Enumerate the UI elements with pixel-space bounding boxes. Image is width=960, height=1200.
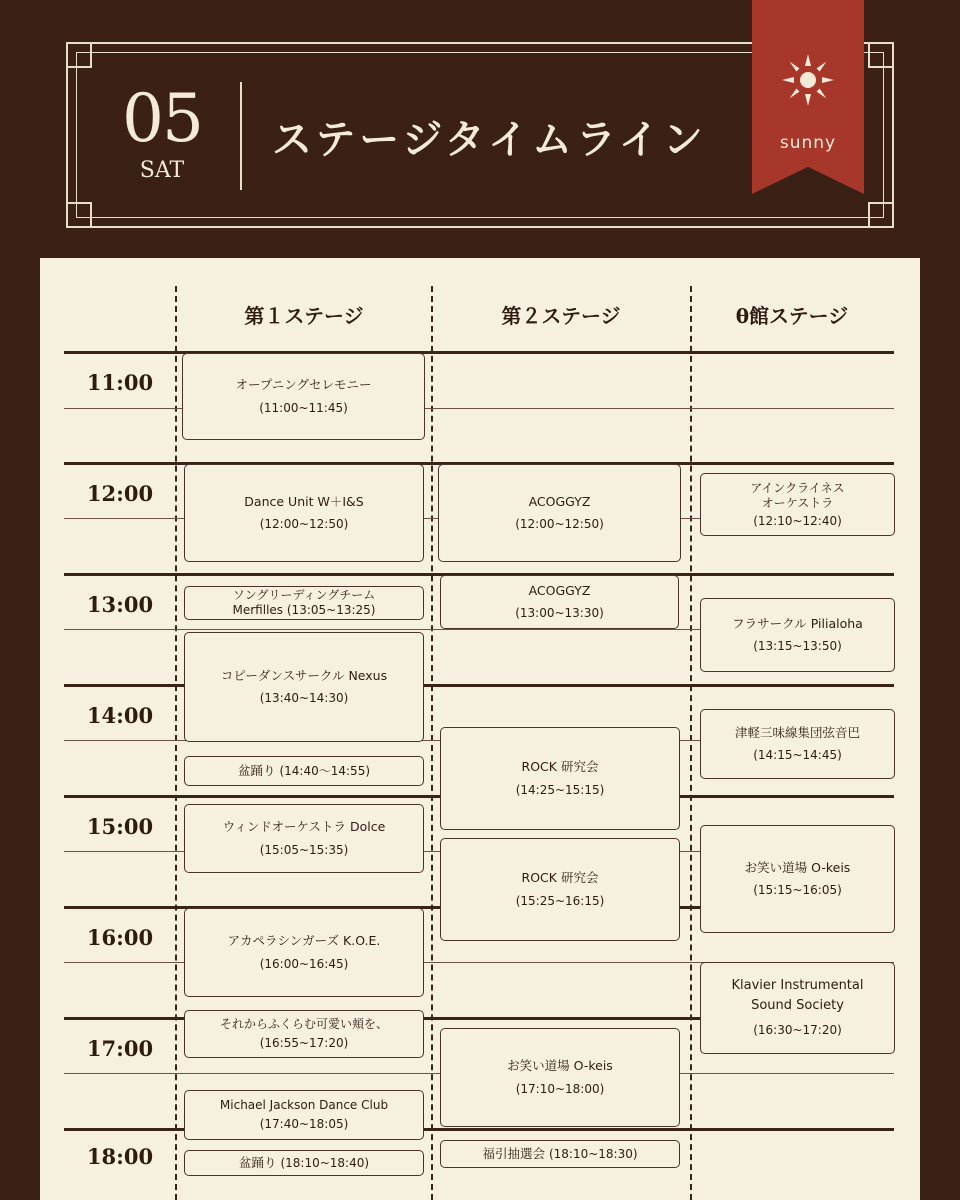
- event-time: (13:15~13:50): [753, 639, 842, 654]
- event-time: (13:00~13:30): [515, 606, 604, 621]
- event-title: アカペラシンガーズ K.O.E.: [227, 933, 381, 949]
- frame-corner: [868, 202, 894, 228]
- event-title: ACOGGYZ: [528, 493, 591, 509]
- event-title: アインクライネス: [750, 480, 845, 495]
- event-time: (16:55~17:20): [259, 1036, 349, 1050]
- event-card[interactable]: [700, 709, 895, 779]
- day-of-week: SAT: [139, 158, 185, 183]
- event-card[interactable]: [440, 838, 680, 941]
- event-card[interactable]: [700, 473, 895, 536]
- event-card[interactable]: [184, 586, 424, 620]
- header-divider: [240, 82, 242, 190]
- event-card[interactable]: [440, 575, 679, 629]
- event-title: ソングリーディングチーム: [232, 588, 376, 602]
- event-time: (17:40~18:05): [259, 1117, 349, 1131]
- column-divider: [431, 286, 433, 1200]
- event-time: (12:00~12:50): [515, 517, 604, 532]
- sun-icon: [780, 52, 836, 108]
- event-time: (17:10~18:00): [515, 1081, 605, 1096]
- event-card[interactable]: [184, 756, 424, 786]
- event-card[interactable]: [700, 825, 895, 933]
- event-title: それからふくらむ可愛い頬を、: [219, 1017, 388, 1031]
- event-title: お笑い道場 O-keis: [507, 1058, 613, 1074]
- column-divider: [690, 286, 692, 1200]
- event-time: (16:00~16:45): [259, 956, 349, 971]
- event-title: 盆踊り: [238, 1154, 277, 1170]
- event-title: 福引抽選会: [482, 1145, 545, 1161]
- event-time: (13:05~13:25): [286, 603, 376, 617]
- event-time: (15:25~16:15): [515, 893, 605, 908]
- event-time: (14:25~15:15): [515, 782, 605, 797]
- event-card[interactable]: [184, 1090, 424, 1140]
- event-card[interactable]: [184, 464, 424, 562]
- event-card[interactable]: [184, 1010, 424, 1058]
- event-title: 津軽三味線集団弦音巴: [734, 724, 860, 740]
- event-time: (12:10~12:40): [753, 513, 842, 528]
- event-title: ACOGGYZ: [528, 582, 591, 598]
- weather-label: sunny: [779, 133, 837, 153]
- frame-corner: [66, 42, 92, 68]
- event-time: (15:15~16:05): [753, 883, 842, 898]
- time-label: 14:00: [86, 703, 154, 728]
- event-title: 盆踊り: [237, 762, 276, 778]
- event-card[interactable]: [184, 1150, 424, 1176]
- event-title: コピーダンスサークル Nexus: [220, 667, 388, 683]
- time-label: 11:00: [86, 370, 154, 395]
- event-title-line2: オーケストラ: [761, 495, 834, 510]
- event-card[interactable]: [700, 598, 895, 672]
- frame-corner: [868, 42, 894, 68]
- stage-header-2: 第２ステージ: [501, 304, 621, 328]
- stage-header-1: 第１ステージ: [244, 304, 364, 328]
- event-time: (18:10~18:30): [548, 1147, 638, 1161]
- time-label: 12:00: [86, 481, 154, 506]
- column-divider: [175, 286, 177, 1200]
- event-title: オープニングセレモニー: [235, 377, 372, 393]
- time-label: 18:00: [86, 1144, 154, 1169]
- event-title-line2: Sound Society: [751, 998, 844, 1014]
- event-time: (15:05~15:35): [259, 842, 349, 857]
- date-number: 05: [122, 80, 202, 157]
- stage-header-3: θ館ステージ: [735, 304, 849, 328]
- event-card[interactable]: [440, 1028, 680, 1127]
- event-title: お笑い道場 O-keis: [744, 859, 851, 875]
- event-time: (11:00~11:45): [259, 400, 348, 415]
- event-time: (18:10~18:40): [280, 1156, 370, 1170]
- event-title: Dance Unit W＋I&S: [244, 493, 364, 509]
- event-time: (12:00~12:50): [259, 517, 349, 532]
- event-title: ROCK 研究会: [521, 870, 599, 886]
- time-label: 13:00: [86, 592, 154, 617]
- event-card[interactable]: [182, 353, 425, 440]
- event-title: ウィンドオーケストラ Dolce: [222, 819, 386, 835]
- event-title: Klavier Instrumental: [731, 977, 864, 993]
- event-card[interactable]: [440, 1140, 680, 1168]
- event-title: フラサークル Pilialoha: [732, 615, 863, 631]
- event-card[interactable]: [184, 804, 424, 873]
- event-title-line2: Merfilles: [232, 603, 284, 617]
- time-label: 17:00: [86, 1036, 154, 1061]
- time-label: 16:00: [86, 925, 154, 950]
- event-card[interactable]: [184, 908, 424, 997]
- event-time: (14:40〜14:55): [279, 764, 371, 778]
- time-label: 15:00: [86, 814, 154, 839]
- event-title: Michael Jackson Dance Club: [219, 1098, 389, 1112]
- event-card[interactable]: [440, 727, 680, 830]
- event-card[interactable]: [184, 632, 424, 742]
- event-card[interactable]: [438, 464, 681, 562]
- page-title: ステージタイムライン: [272, 116, 707, 163]
- frame-corner: [66, 202, 92, 228]
- event-time: (13:40~14:30): [259, 691, 349, 706]
- event-title: ROCK 研究会: [521, 759, 599, 775]
- event-card[interactable]: [700, 962, 895, 1054]
- event-time: (16:30~17:20): [753, 1023, 842, 1038]
- event-time: (14:15~14:45): [753, 748, 842, 763]
